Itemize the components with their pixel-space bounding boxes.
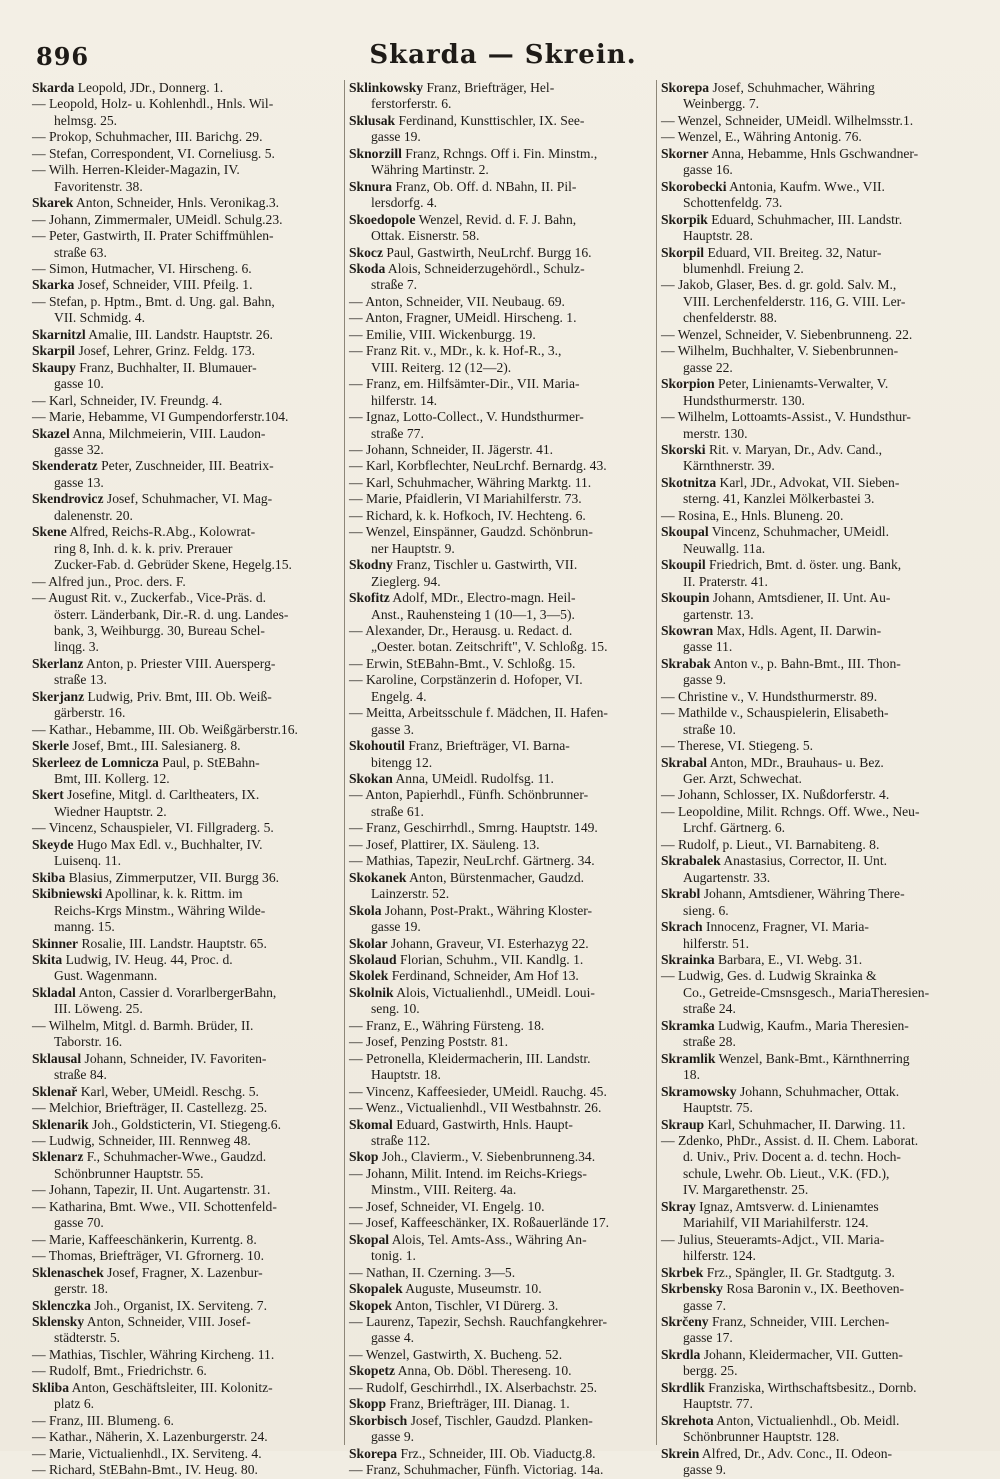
directory-entry-line: „Oester. botan. Zeitschrift", V. Schloßg. 15.	[371, 639, 608, 655]
directory-entry-line: — Karl, Schuhmacher, Währing Marktg. 11.	[349, 474, 592, 490]
directory-entry-surname-line: Skrdla Johann, Kleidermacher, VII. Gutten-	[661, 1346, 903, 1362]
directory-entry-line: gasse 32.	[54, 441, 104, 457]
directory-entry-line: — Mathias, Tapezir, NeuLrchf. Gärtnerg. 34.	[349, 853, 595, 869]
directory-entry-line: gerstr. 18.	[54, 1281, 108, 1297]
directory-entry-line: — Thomas, Briefträger, VI. Gfrornerg. 10.	[32, 1248, 265, 1264]
directory-entry-line: — Leopoldine, Milit. Rchngs. Off. Wwe., Neu-	[661, 803, 920, 819]
directory-entry-surname-line: Skene Alfred, Reichs-R.Abg., Kolowrat-	[32, 524, 256, 540]
directory-entry-line: Gust. Wagenmann.	[54, 968, 158, 984]
directory-entry-surname-line: Skarpil Josef, Lehrer, Grinz. Feldg. 173.	[32, 343, 255, 359]
directory-entry-line: dalenenstr. 20.	[54, 507, 133, 523]
directory-entry-line: Zieglerg. 94.	[371, 573, 441, 589]
directory-entry-surname-line: Skraup Karl, Schuhmacher, II. Darwing. 11.	[661, 1116, 906, 1132]
directory-entry-line: II. Praterstr. 41.	[683, 573, 768, 589]
directory-entry-line: straße 10.	[683, 721, 736, 737]
directory-entry-surname-line: Skray Ignaz, Amtsverw. d. Linienamtes	[661, 1198, 879, 1214]
directory-entry-line: — Johann, Tapezir, II. Unt. Augartenstr. 31.	[32, 1182, 271, 1198]
directory-entry-line: — Mathilde v., Schauspielerin, Elisabeth-	[661, 705, 889, 721]
directory-entry-line: Hauptstr. 18.	[371, 1067, 441, 1083]
directory-entry-line: VII. Schmidg. 4.	[54, 310, 145, 326]
directory-entry-line: — Katharina, Bmt. Wwe., VII. Schottenfeld-	[32, 1198, 277, 1214]
directory-entry-line: Reichs-Krgs Minstm., Währing Wilde-	[54, 902, 266, 918]
directory-entry-line: — Wilhelm, Lottoamts-Assist., V. Hundsthur-	[661, 409, 911, 425]
directory-entry-line: gasse 19.	[371, 129, 421, 145]
directory-entry-line: linqg. 3.	[54, 639, 99, 655]
directory-entry-line: — Anton, Fragner, UMeidl. Hirscheng. 1.	[349, 310, 577, 326]
directory-entry-surname-line: Skerlanz Anton, p. Priester VIII. Auersperg-	[32, 655, 276, 671]
directory-entry-surname-line: Skorepa Josef, Schuhmacher, Währing	[661, 80, 875, 95]
directory-entry-surname-line: Skrabal Anton, MDr., Brauhaus- u. Bez.	[661, 754, 884, 770]
directory-entry-line: gasse 9.	[371, 1429, 415, 1445]
directory-entry-surname-line: Skrbensky Rosa Baronin v., IX. Beethoven-	[661, 1281, 905, 1297]
directory-entry-line: — Nathan, II. Czerning. 3—5.	[349, 1264, 516, 1280]
directory-entry-line: — Julius, Steueramts-Adjct., VII. Maria-	[661, 1231, 885, 1247]
directory-entry-line: — Wenzel, Einspänner, Gaudzd. Schönbrun-	[349, 524, 593, 540]
page-number: 896	[36, 42, 90, 71]
directory-entry-line: — Franz, Geschirrhdl., Smrng. Hauptstr. 149.	[349, 820, 598, 836]
directory-entry-surname-line: Skorner Anna, Hebamme, Hnls Gschwandner-	[661, 145, 919, 161]
directory-entry-surname-line: Skazel Anna, Milchmeierin, VIII. Laudon-	[32, 425, 266, 441]
directory-entry-line: — Prokop, Schuhmacher, III. Barichg. 29.	[32, 129, 263, 145]
directory-entry-line: — Wenz., Victualienhdl., VII Westbahnstr. 26.	[349, 1100, 602, 1116]
directory-entry-surname-line: Skola Johann, Post-Prakt., Währing Kloster-	[349, 902, 593, 918]
directory-entry-line: gasse 4.	[371, 1330, 415, 1346]
directory-entry-line: Hauptstr. 28.	[683, 228, 753, 244]
directory-entry-line: — Wilhelm, Mitgl. d. Barmh. Brüder, II.	[32, 1017, 254, 1033]
directory-entry-surname-line: Skoupin Johann, Amtsdiener, II. Unt. Au-	[661, 590, 891, 606]
directory-entry-line: hilferstr. 14.	[371, 392, 438, 408]
directory-entry-line: merstr. 130.	[683, 425, 748, 441]
directory-entry-surname-line: Skerle Josef, Bmt., III. Salesianerg. 8.	[32, 738, 241, 754]
directory-entry-line: bergg. 25.	[683, 1363, 738, 1379]
directory-entry-surname-line: Skorpik Eduard, Schuhmacher, III. Landstr.	[661, 211, 903, 227]
directory-entry-line: städterstr. 5.	[54, 1330, 121, 1346]
directory-entry-surname-line: Skorski Rit. v. Maryan, Dr., Adv. Cand.,	[661, 441, 883, 457]
directory-entry-surname-line: Skolar Johann, Graveur, VI. Esterhazyg 22.	[349, 935, 589, 951]
directory-entry-line: tonig. 1.	[371, 1248, 416, 1264]
directory-entry-line: — August Rit. v., Zuckerfab., Vice-Präs. d.	[32, 590, 267, 606]
directory-entry-surname-line: Sklensky Anton, Schneider, VIII. Josef-	[32, 1313, 251, 1329]
directory-entry-line: Bmt, III. Kollerg. 12.	[54, 771, 170, 787]
directory-entry-line: — Rudolf, Geschirrhdl., IX. Alserbachstr. 25.	[349, 1379, 598, 1395]
directory-entry-line: chenfelderstr. 88.	[683, 310, 777, 326]
directory-entry-line: — Ludwig, Schneider, III. Rennweg 48.	[32, 1133, 251, 1148]
directory-entry-line: Ottak. Eisnerstr. 58.	[371, 228, 480, 244]
directory-entry-line: — Vincenz, Kaffeesieder, UMeidl. Rauchg. 45.	[349, 1083, 607, 1099]
directory-entry-surname-line: Skorobecki Antonia, Kaufm. Wwe., VII.	[661, 178, 885, 194]
directory-entry-line: — Franz, E., Währing Fürsteng. 18.	[349, 1017, 545, 1033]
directory-entry-surname-line: Skrein Alfred, Dr., Adv. Conc., II. Odeon-	[661, 1445, 893, 1461]
directory-entry-line: — Emilie, VIII. Wickenburgg. 19.	[349, 326, 536, 342]
directory-entry-line: — Ignaz, Lotto-Collect., V. Hundsthurmer-	[349, 409, 584, 425]
directory-entry-line: Co., Getreide-Cmsnsgesch., MariaTheresien-	[683, 984, 930, 1000]
directory-entry-line: bank, 3, Weihburgg. 30, Bureau Schel-	[54, 622, 265, 638]
directory-entry-line: — Laurenz, Tapezir, Sechsh. Rauchfangkehrer-	[349, 1313, 608, 1329]
directory-entry-line: — Simon, Hutmacher, VI. Hirscheng. 6.	[32, 260, 252, 276]
directory-entry-line: — Franz Rit. v., MDr., k. k. Hof-R., 3.,	[349, 343, 562, 359]
directory-entry-surname-line: Skop Joh., Clavierm., V. Siebenbrunneng.34.	[349, 1149, 596, 1165]
directory-entry-line: lersdorfg. 4.	[371, 195, 438, 211]
directory-entry-line: — Petronella, Kleidermacherin, III. Landstr.	[349, 1050, 591, 1066]
directory-entry-line: — Wenzel, E., Währing Antonig. 76.	[661, 129, 862, 145]
directory-entry-surname-line: Skarka Josef, Schneider, VIII. Pfeilg. 1.	[32, 277, 253, 293]
directory-entry-line: — Jakob, Glaser, Bes. d. gr. gold. Salv. M.,	[661, 277, 897, 293]
directory-entry-line: — Kathar., Hebamme, III. Ob. Weißgärberstr.16.	[32, 721, 298, 737]
directory-entry-surname-line: Skotnitza Karl, JDr., Advokat, VII. Sieben-	[661, 474, 900, 490]
directory-entry-surname-line: Skorbisch Josef, Tischler, Gaudzd. Planken-	[349, 1412, 593, 1428]
directory-entry-surname-line: Skowran Max, Hdls. Agent, II. Darwin-	[661, 622, 882, 638]
directory-entry-line: — Wenzel, Gastwirth, X. Bucheng. 52.	[349, 1346, 563, 1362]
directory-entry-line: Neuwallg. 11a.	[683, 540, 766, 556]
directory-entry-surname-line: Skolaud Florian, Schuhm., VII. Kandlg. 1.	[349, 952, 584, 968]
directory-entry-line: — Rudolf, Bmt., Friedrichstr. 6.	[32, 1363, 207, 1379]
directory-entry-surname-line: Skofitz Adolf, MDr., Electro-magn. Heil-	[349, 590, 576, 606]
directory-entry-line: hilferstr. 124.	[683, 1248, 756, 1264]
directory-entry-line: — Leopold, Holz- u. Kohlenhdl., Hnls. Wil-	[32, 96, 274, 112]
directory-entry-line: Wiedner Hauptstr. 2.	[54, 803, 167, 819]
directory-entry-line: — Johann, Zimmermaler, UMeidl. Schulg.23.	[32, 211, 283, 227]
directory-entry-line: — Erwin, StEBahn-Bmt., V. Schloßg. 15.	[349, 655, 576, 671]
directory-entry-line: — Anton, Schneider, VII. Neubaug. 69.	[349, 293, 565, 309]
directory-column-1	[32, 80, 340, 1478]
directory-entry-surname-line: Skrabak Anton v., p. Bahn-Bmt., III. Thon-	[661, 655, 901, 671]
directory-entry-line: — Melchior, Briefträger, II. Castellezg. 25.	[32, 1100, 268, 1116]
directory-entry-surname-line: Skoupal Vincenz, Schuhmacher, UMeidl.	[661, 524, 889, 540]
directory-entry-surname-line: Skopalek Auguste, Museumstr. 10.	[349, 1281, 542, 1297]
directory-entry-line: Lainzerstr. 52.	[371, 886, 450, 902]
directory-entry-line: Taborstr. 16.	[54, 1034, 123, 1050]
directory-entry-surname-line: Skita Ludwig, IV. Heug. 44, Proc. d.	[32, 952, 233, 968]
directory-entry-line: straße 61.	[371, 803, 424, 819]
directory-entry-surname-line: Sknorzill Franz, Rchngs. Off i. Fin. Minstm.,	[349, 145, 598, 161]
directory-entry-line: — Christine v., V. Hundsthurmerstr. 89.	[661, 688, 878, 704]
directory-entry-line: gasse 70.	[54, 1215, 104, 1231]
directory-entry-line: — Marie, Pfaidlerin, VI Mariahilferstr. 73.	[349, 491, 582, 507]
directory-entry-line: — Josef, Penzing Poststr. 81.	[349, 1034, 508, 1050]
directory-entry-line: straße 24.	[683, 1001, 736, 1017]
directory-entry-surname-line: Sknura Franz, Ob. Off. d. NBahn, II. Pil-	[349, 178, 577, 194]
directory-entry-line: — Marie, Kaffeeschänkerin, Kurrentg. 8.	[32, 1231, 257, 1247]
directory-entry-line: gasse 16.	[683, 162, 733, 178]
directory-entry-surname-line: Sklenczka Joh., Organist, IX. Serviteng. 7.	[32, 1297, 267, 1313]
directory-entry-surname-line: Skinner Rosalie, III. Landstr. Hauptstr. 65.	[32, 935, 267, 951]
directory-entry-line: straße 7.	[371, 277, 418, 293]
directory-entry-line: — Therese, VI. Stiegeng. 5.	[661, 738, 814, 754]
directory-entry-line: Hauptstr. 77.	[683, 1396, 753, 1412]
directory-entry-surname-line: Skliba Anton, Geschäftsleiter, III. Kolonitz-	[32, 1379, 273, 1395]
page-header	[36, 36, 970, 76]
directory-entry-surname-line: Skramowsky Johann, Schuhmacher, Ottak.	[661, 1083, 900, 1099]
directory-entry-line: VIII. Lerchenfelderstr. 116, G. VIII. Ler-	[683, 293, 906, 309]
directory-entry-surname-line: Skaupy Franz, Buchhalter, II. Blumauer-	[32, 359, 257, 375]
directory-entry-surname-line: Skomal Eduard, Gastwirth, Hnls. Haupt-	[349, 1116, 573, 1132]
directory-entry-line: — Franz, III. Blumeng. 6.	[32, 1412, 174, 1428]
directory-entry-line: gasse 9.	[683, 1462, 727, 1478]
directory-entry-line: sieng. 6.	[683, 902, 729, 918]
directory-entry-line: hilferstr. 51.	[683, 935, 750, 951]
directory-entry-surname-line: Skoedopole Wenzel, Revid. d. F. J. Bahn,	[349, 211, 577, 227]
directory-entry-line: — Richard, k. k. Hofkoch, IV. Hechteng. 6.	[349, 507, 586, 523]
directory-entry-surname-line: Sklenař Karl, Weber, UMeidl. Reschg. 5.	[32, 1083, 259, 1099]
directory-entry-line: Zucker-Fab. d. Gebrüder Skene, Hegelg.15.	[54, 557, 292, 573]
directory-entry-line: — Alexander, Dr., Herausg. u. Redact. d.	[349, 622, 573, 638]
directory-entry-surname-line: Skenderatz Peter, Zuschneider, III. Beatrix-	[32, 458, 274, 474]
directory-entry-surname-line: Skodny Franz, Tischler u. Gastwirth, VII.	[349, 557, 578, 573]
directory-entry-line: ring 8, Inh. d. k. k. priv. Prerauer	[54, 540, 233, 556]
directory-column-2	[344, 80, 655, 1478]
directory-entry-surname-line: Skopp Franz, Briefträger, III. Dianag. 1.	[349, 1396, 570, 1412]
directory-entry-surname-line: Skoda Alois, Schneiderzugehördl., Schulz-	[349, 260, 585, 276]
directory-entry-line: gasse 13.	[54, 474, 104, 490]
directory-entry-line: gasse 9.	[683, 672, 727, 688]
directory-entry-surname-line: Skrach Innocenz, Fragner, VI. Maria-	[661, 919, 869, 935]
directory-entry-line: — Zdenko, PhDr., Assist. d. II. Chem. Laborat.	[661, 1133, 919, 1148]
directory-entry-line: straße 77.	[371, 425, 424, 441]
directory-entry-surname-line: Sklenarz F., Schuhmacher-Wwe., Gaudzd.	[32, 1149, 267, 1165]
directory-entry-line: straße 84.	[54, 1067, 107, 1083]
directory-entry-line: gasse 17.	[683, 1330, 733, 1346]
directory-entry-line: straße 28.	[683, 1034, 736, 1050]
directory-entry-line: — Kathar., Näherin, X. Lazenburgerstr. 24.	[32, 1429, 268, 1445]
directory-entry-line: 18.	[683, 1067, 700, 1083]
directory-entry-line: — Peter, Gastwirth, II. Prater Schiffmühlen-	[32, 228, 274, 244]
directory-entry-surname-line: Sklenarik Joh., Goldsticterin, VI. Stiegeng.6.	[32, 1116, 281, 1132]
directory-entry-line: Anst., Rauhensteing 1 (10—1, 3—5).	[371, 606, 575, 622]
directory-entry-line: Schottenfeldg. 73.	[683, 195, 783, 211]
directory-entry-surname-line: Skendrovicz Josef, Schuhmacher, VI. Mag-	[32, 491, 273, 507]
directory-entry-surname-line: Skerleez de Lomnicza Paul, p. StEBahn-	[32, 754, 260, 770]
directory-entry-surname-line: Skiba Blasius, Zimmerputzer, VII. Burgg 36.	[32, 869, 280, 885]
directory-entry-line: — Johann, Schlosser, IX. Nußdorferstr. 4.	[661, 787, 890, 803]
directory-entry-line: Augartenstr. 33.	[683, 869, 771, 885]
directory-entry-line: Kärnthnerstr. 39.	[683, 458, 775, 474]
directory-entry-surname-line: Skorpil Eduard, VII. Breiteg. 32, Natur-	[661, 244, 882, 260]
directory-entry-surname-line: Skerjanz Ludwig, Priv. Bmt, III. Ob. Weiß-	[32, 688, 272, 704]
directory-entry-line: gasse 22.	[683, 359, 733, 375]
directory-entry-surname-line: Skorpion Peter, Linienamts-Verwalter, V.	[661, 376, 889, 392]
directory-entry-line: Hundsthurmerstr. 130.	[683, 392, 805, 408]
directory-entry-line: — Alfred jun., Proc. ders. F.	[32, 573, 186, 589]
directory-entry-line: — Stefan, Correspondent, VI. Corneliusg. 5.	[32, 145, 275, 161]
directory-entry-line: bitengg 12.	[371, 754, 433, 770]
directory-entry-surname-line: Skarnitzl Amalie, III. Landstr. Hauptstr. 26.	[32, 326, 273, 342]
directory-entry-line: Währing Martinstr. 2.	[371, 162, 489, 178]
directory-entry-surname-line: Skrabl Johann, Amtsdiener, Währing There-	[661, 886, 905, 902]
directory-entry-line: — Franz, Schuhmacher, Fünfh. Victoriag. 14a.	[349, 1462, 604, 1478]
directory-entry-line: — Rosina, E., Hnls. Bluneng. 20.	[661, 507, 844, 523]
directory-entry-surname-line: Skrbek Frz., Spängler, II. Gr. Stadtgutg. 3.	[661, 1264, 895, 1280]
directory-entry-surname-line: Skolek Ferdinand, Schneider, Am Hof 13.	[349, 968, 579, 984]
directory-entry-line: — Marie, Victualienhdl., IX. Serviteng. 4.	[32, 1445, 262, 1461]
directory-entry-surname-line: Skopetz Anna, Ob. Döbl. Thereseng. 10.	[349, 1363, 572, 1379]
directory-entry-surname-line: Skokan Anna, UMeidl. Rudolfsg. 11.	[349, 771, 554, 787]
directory-entry-line: Favoritenstr. 38.	[54, 178, 143, 194]
directory-entry-surname-line: Sklenaschek Josef, Fragner, X. Lazenbur-	[32, 1264, 263, 1280]
directory-entry-line: — Stefan, p. Hptm., Bmt. d. Ung. gal. Bahn,	[32, 293, 275, 309]
directory-entry-line: d. Univ., Priv. Docent a. d. techn. Hoch-	[683, 1149, 901, 1165]
directory-entry-line: gasse 10.	[54, 376, 104, 392]
directory-entry-surname-line: Skrehota Anton, Victualienhdl., Ob. Meidl.	[661, 1412, 900, 1428]
directory-entry-surname-line: Skrdlik Franziska, Wirthschaftsbesitz., Dornb.	[661, 1379, 917, 1395]
directory-entry-line: — Karl, Schneider, IV. Freundg. 4.	[32, 392, 223, 408]
directory-entry-line: ner Hauptstr. 9.	[371, 540, 455, 556]
directory-entry-surname-line: Skert Josefine, Mitgl. d. Carltheaters, IX.	[32, 787, 260, 803]
directory-entry-surname-line: Skopal Alois, Tel. Amts-Ass., Währing An-	[349, 1231, 587, 1247]
directory-entry-line: Engelg. 4.	[371, 688, 427, 704]
directory-entry-line: — Vincenz, Schauspieler, VI. Fillgraderg. 5.	[32, 820, 274, 836]
directory-entry-surname-line: Sklusak Ferdinand, Kunsttischler, IX. See-	[349, 112, 585, 128]
directory-entry-surname-line: Skrainka Barbara, E., VI. Webg. 31.	[661, 952, 863, 968]
directory-entry-line: — Wenzel, Schneider, UMeidl. Wilhelmsstr.1.	[661, 112, 914, 128]
directory-entry-surname-line: Skramlik Wenzel, Bank-Bmt., Kärnthnerring	[661, 1050, 910, 1066]
directory-entry-surname-line: Sklausal Johann, Schneider, IV. Favoriten-	[32, 1050, 267, 1066]
directory-entry-line: — Wenzel, Schneider, V. Siebenbrunneng. 22.	[661, 326, 913, 342]
directory-entry-line: helmsg. 25.	[54, 112, 118, 128]
directory-entry-surname-line: Skrabalek Anastasius, Corrector, II. Unt.	[661, 853, 888, 869]
directory-entry-line: — Mathias, Tischler, Währing Kircheng. 11.	[32, 1346, 275, 1362]
directory-entry-line: sterng. 41, Kanzlei Mölkerbastei 3.	[683, 491, 875, 507]
directory-entry-line: straße 112.	[371, 1133, 431, 1148]
directory-entry-line: gasse 7.	[683, 1297, 727, 1313]
directory-entry-line: ferstorferstr. 6.	[371, 96, 452, 112]
directory-entry-line: österr. Länderbank, Dir.-R. d. ung. Landes-	[54, 606, 289, 622]
directory-entry-line: straße 63.	[54, 244, 107, 260]
directory-entry-surname-line: Skrčeny Franz, Schneider, VIII. Lerchen-	[661, 1313, 890, 1329]
directory-entry-surname-line: Skokanek Anton, Bürstenmacher, Gaudzd.	[349, 869, 585, 885]
directory-entry-line: — Karl, Korbflechter, NeuLrchf. Bernardg. 43.	[349, 458, 607, 474]
directory-entry-line: Mariahilf, VII Mariahilferstr. 124.	[683, 1215, 869, 1231]
page-title: Skarda — Skrein.	[369, 40, 637, 70]
directory-entry-line: gasse 3.	[371, 721, 415, 737]
directory-entry-line: IV. Margarethenstr. 25.	[683, 1182, 809, 1198]
directory-entry-line: seng. 10.	[371, 1001, 420, 1017]
directory-entry-line: — Rudolf, p. Lieut., VI. Barnabiteng. 8.	[661, 836, 880, 852]
directory-entry-line: — Karoline, Corpstänzerin d. Hofoper, VI.	[349, 672, 583, 688]
directory-entry-line: Luisenq. 11.	[54, 853, 122, 869]
directory-entry-line: — Wilhelm, Buchhalter, V. Siebenbrunnen-	[661, 343, 899, 359]
directory-entry-surname-line: Sklinkowsky Franz, Briefträger, Hel-	[349, 80, 555, 95]
directory-entry-line: Schönbrunner Hauptstr. 55.	[54, 1165, 204, 1181]
directory-entry-line: — Franz, em. Hilfsämter-Dir., VII. Maria-	[349, 376, 580, 392]
directory-entry-line: gärberstr. 16.	[54, 705, 126, 721]
directory-entry-surname-line: Skohoutil Franz, Briefträger, VI. Barna-	[349, 738, 570, 754]
directory-entry-line: Hauptstr. 75.	[683, 1100, 753, 1116]
directory-entry-line: schule, Lwehr. Ob. Lieut., V.K. (FD.),	[683, 1165, 890, 1181]
directory-entry-line: VIII. Reiterg. 12 (12—2).	[371, 359, 512, 375]
directory-column-3	[656, 80, 973, 1478]
directory-entry-surname-line: Skoupil Friedrich, Bmt. d. öster. ung. Bank,	[661, 557, 902, 573]
directory-entry-line: — Marie, Hebamme, VI Gumpendorferstr.104.	[32, 409, 289, 425]
directory-entry-line: Lrchf. Gärtnerg. 6.	[683, 820, 786, 836]
directory-entry-surname-line: Skarek Anton, Schneider, Hnls. Veronikag.3.	[32, 195, 280, 211]
directory-entry-line: manng. 15.	[54, 919, 115, 935]
directory-entry-line: gasse 11.	[683, 639, 733, 655]
directory-entry-surname-line: Skopek Anton, Tischler, VI Dürerg. 3.	[349, 1297, 559, 1313]
directory-entry-surname-line: Skarda Leopold, JDr., Donnerg. 1.	[32, 80, 224, 95]
directory-entry-line: Weinbergg. 7.	[683, 96, 760, 112]
directory-entry-line: — Josef, Schneider, VI. Engelg. 10.	[349, 1198, 545, 1214]
directory-entry-line: — Wilh. Herren-Kleider-Magazin, IV.	[32, 162, 240, 178]
directory-entry-line: platz 6.	[54, 1396, 95, 1412]
directory-entry-surname-line: Skibniewski Apollinar, k. k. Rittm. im	[32, 886, 243, 902]
directory-entry-line: — Josef, Kaffeeschänker, IX. Roßauerlände 17.	[349, 1215, 610, 1231]
directory-entry-line: — Ludwig, Ges. d. Ludwig Skrainka &	[661, 968, 877, 984]
directory-entry-surname-line: Skolnik Alois, Victualienhdl., UMeidl. Loui-	[349, 984, 595, 1000]
directory-entry-surname-line: Skramka Ludwig, Kaufm., Maria Theresien-	[661, 1017, 909, 1033]
directory-entry-surname-line: Skocz Paul, Gastwirth, NeuLrchf. Burgg 16.	[349, 244, 592, 260]
directory-entry-line: gasse 19.	[371, 919, 421, 935]
directory-entry-line: Ger. Arzt, Schwechat.	[683, 771, 802, 787]
directory-entry-line: III. Löweng. 25.	[54, 1001, 143, 1017]
directory-entry-line: — Meitta, Arbeitsschule f. Mädchen, II. Hafen-	[349, 705, 608, 721]
directory-entry-line: — Josef, Plattirer, IX. Säuleng. 13.	[349, 836, 540, 852]
directory-entry-line: gartenstr. 13.	[683, 606, 754, 622]
directory-entry-line: — Johann, Milit. Intend. im Reichs-Kriegs-	[349, 1165, 587, 1181]
directory-entry-line: — Anton, Papierhdl., Fünfh. Schönbrunner-	[349, 787, 589, 803]
directory-entry-line: blumenhdl. Freiung 2.	[683, 260, 804, 276]
directory-entry-line: — Richard, StEBahn-Bmt., IV. Heug. 80.	[32, 1462, 258, 1478]
directory-entry-line: — Johann, Schneider, II. Jägerstr. 41.	[349, 441, 554, 457]
directory-entry-surname-line: Skorepa Frz., Schneider, III. Ob. Viaductg.8.	[349, 1445, 596, 1461]
directory-entry-line: Minstm., VIII. Reiterg. 4a.	[371, 1182, 517, 1198]
directory-entry-line: straße 13.	[54, 672, 107, 688]
directory-entry-surname-line: Skladal Anton, Cassier d. VorarlbergerBahn,	[32, 984, 277, 1000]
directory-entry-line: Schönbrunner Hauptstr. 128.	[683, 1429, 840, 1445]
directory-entry-surname-line: Skeyde Hugo Max Edl. v., Buchhalter, IV.	[32, 836, 263, 852]
